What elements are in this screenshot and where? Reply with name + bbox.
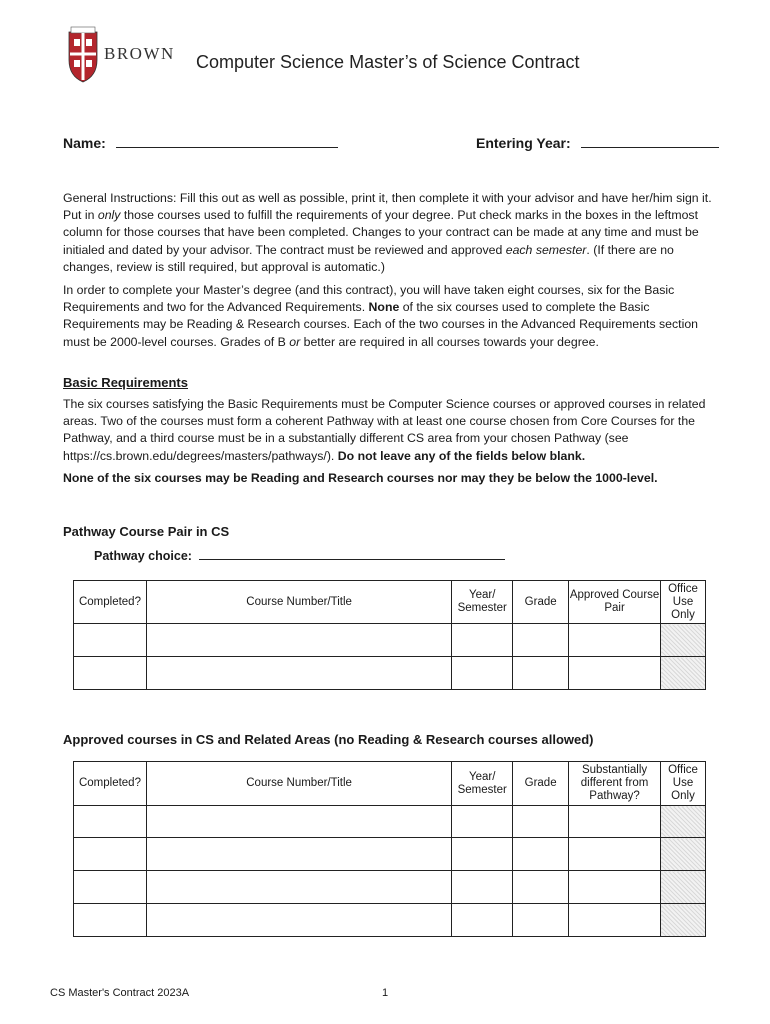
office-use-cell xyxy=(661,806,706,838)
pathway-heading: Pathway Course Pair in CS xyxy=(63,524,230,539)
page-title: Computer Science Master’s of Science Contract xyxy=(196,52,580,72)
column-header: Grade xyxy=(513,581,569,624)
different-from-pathway-cell[interactable] xyxy=(569,838,661,871)
brand-wordmark: BROWN xyxy=(104,44,175,63)
office-use-cell xyxy=(661,838,706,871)
basic-requirements-heading: Basic Requirements xyxy=(63,375,188,390)
column-header: Grade xyxy=(513,762,569,806)
general-instructions: General Instructions: Fill this out as well as possible, print it, then complete it with your advisor and have her/him sign it. Put in only those courses used to fulfill the requirements of your degree. Put check marks in the boxes in the leftmost column for those courses that have been completed. Changes to your contract can be made at any time and must be initialed and dated by your advisor. The contract must be reviewed and approved each semester. (If there are no changes, review is still required, but approval is automatic.) xyxy=(63,191,712,274)
column-header: Year/ Semester xyxy=(452,762,513,806)
basic-requirements-warning: None of the six courses may be Reading and Research courses nor may they be below the 1000-level. xyxy=(63,471,658,485)
entering-year-blank-line[interactable] xyxy=(581,133,719,148)
name-blank-line[interactable] xyxy=(116,133,338,148)
pathway-choice-field xyxy=(94,547,505,563)
page-number: 1 xyxy=(382,987,389,999)
year-cell[interactable] xyxy=(452,904,513,937)
completed-cell[interactable] xyxy=(74,806,147,838)
office-use-cell xyxy=(661,904,706,937)
different-from-pathway-cell[interactable] xyxy=(569,904,661,937)
table-row xyxy=(74,871,706,904)
completed-cell[interactable] xyxy=(74,871,147,904)
pathway-choice-label: Pathway choice: xyxy=(94,549,192,563)
course-cell[interactable] xyxy=(146,657,451,690)
table-header-row xyxy=(74,762,706,806)
grade-cell[interactable] xyxy=(513,904,569,937)
grade-cell[interactable] xyxy=(513,624,569,657)
column-header: Completed? xyxy=(74,762,147,806)
completed-cell[interactable] xyxy=(74,624,147,657)
entering-year-field xyxy=(476,133,719,151)
basic-requirements-text: The six courses satisfying the Basic Requirements must be Computer Science courses or approved courses in related areas. Two of the courses must form a coherent Pathway with at least one course chosen from Core Courses for the Pathway, and a third course must be in a substantially different CS area from your chosen Pathway (see https://cs.brown.edu/degrees/masters/pathways/). Do not leave any of the fields below blank. xyxy=(63,397,706,463)
approved-pair-cell[interactable] xyxy=(569,624,661,657)
table-header-row xyxy=(74,581,706,624)
grade-cell[interactable] xyxy=(513,838,569,871)
entering-year-label: Entering Year: xyxy=(476,135,571,151)
course-cell[interactable] xyxy=(146,904,451,937)
column-header: Course Number/Title xyxy=(146,762,451,806)
column-header: Year/ Semester xyxy=(452,581,513,624)
course-cell[interactable] xyxy=(146,806,451,838)
office-use-cell xyxy=(661,657,706,690)
grade-cell[interactable] xyxy=(513,871,569,904)
course-cell[interactable] xyxy=(146,838,451,871)
office-use-cell xyxy=(661,871,706,904)
name-field xyxy=(63,133,338,151)
approved-pair-cell[interactable] xyxy=(569,657,661,690)
office-use-cell xyxy=(661,624,706,657)
course-cell[interactable] xyxy=(146,871,451,904)
column-header: Office Use Only xyxy=(661,581,706,624)
table-row xyxy=(74,806,706,838)
grade-cell[interactable] xyxy=(513,657,569,690)
contract-id: CS Master's Contract 2023A xyxy=(50,987,190,999)
table-row xyxy=(74,624,706,657)
different-from-pathway-cell[interactable] xyxy=(569,806,661,838)
column-header: Course Number/Title xyxy=(146,581,451,624)
grade-cell[interactable] xyxy=(513,806,569,838)
table-row xyxy=(74,838,706,871)
table-row xyxy=(74,904,706,937)
completed-cell[interactable] xyxy=(74,904,147,937)
name-label: Name: xyxy=(63,135,106,151)
year-cell[interactable] xyxy=(452,657,513,690)
year-cell[interactable] xyxy=(452,871,513,904)
year-cell[interactable] xyxy=(452,806,513,838)
different-from-pathway-cell[interactable] xyxy=(569,871,661,904)
column-header: Approved Course Pair xyxy=(569,581,661,624)
pathway-choice-blank-line[interactable] xyxy=(199,547,505,560)
approved-courses-table xyxy=(73,761,706,937)
degree-requirements-paragraph: In order to complete your Master’s degree (and this contract), you will have taken eight courses, six for the Basic Requirements and two for the Advanced Requirements. None of the six courses used to complete the Basic Requirements may be Reading & Research courses. Each of the two courses in the Advanced Requirements section must be 2000-level courses. Grades of B or better are required in all courses towards your degree. xyxy=(63,283,698,349)
pathway-course-table xyxy=(73,580,706,690)
table-row xyxy=(74,657,706,690)
shield-icon xyxy=(69,27,97,82)
column-header: Completed? xyxy=(74,581,147,624)
approved-courses-heading: Approved courses in CS and Related Areas (no Reading & Research courses allowed) xyxy=(63,732,594,747)
course-cell[interactable] xyxy=(146,624,451,657)
completed-cell[interactable] xyxy=(74,657,147,690)
column-header: Office Use Only xyxy=(661,762,706,806)
year-cell[interactable] xyxy=(452,838,513,871)
year-cell[interactable] xyxy=(452,624,513,657)
column-header: Substantially different from Pathway? xyxy=(569,762,661,806)
completed-cell[interactable] xyxy=(74,838,147,871)
